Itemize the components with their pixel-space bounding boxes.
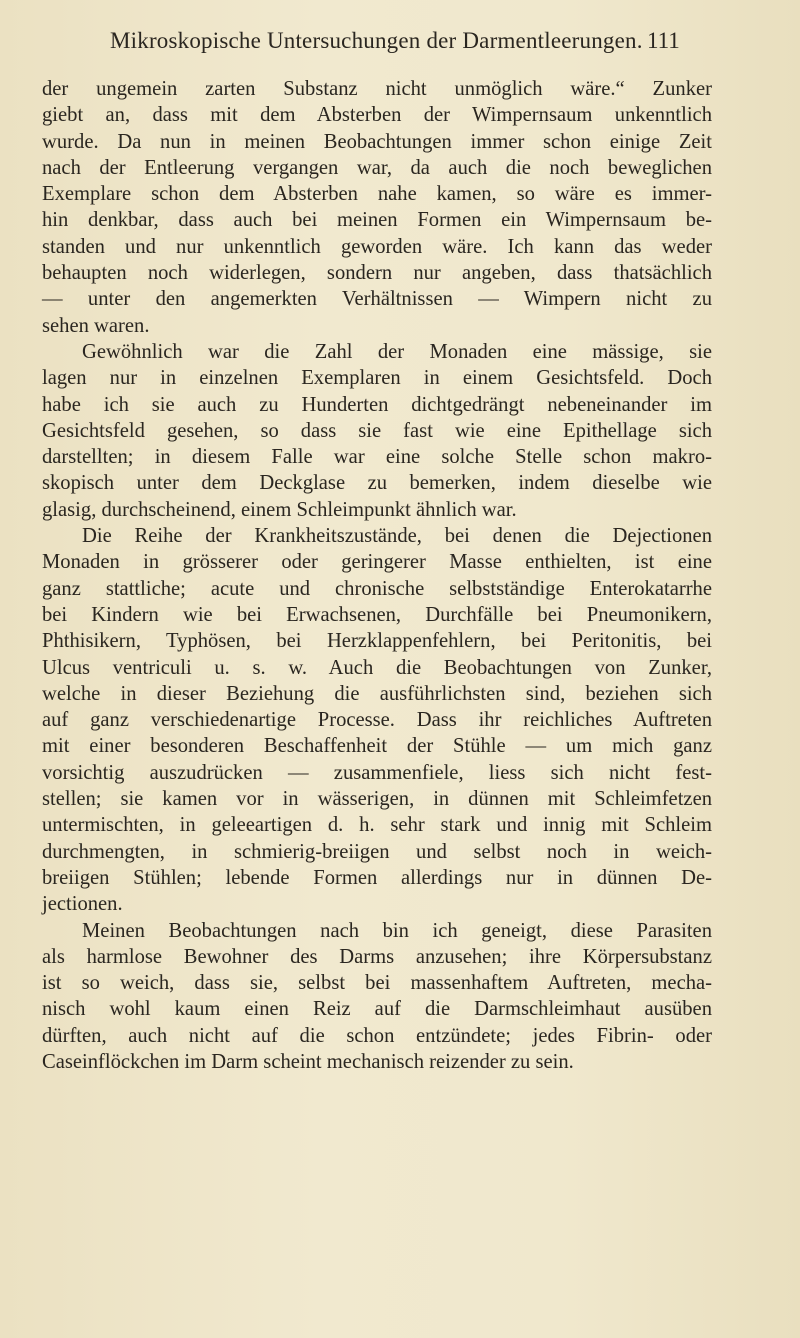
text-line: standen und nur unkenntlich geworden wäre. Ich kann das weder (42, 235, 712, 258)
text-line: durchmengten, in schmierig-breiigen und selbst noch in weich- (42, 840, 712, 863)
text-line: Exemplare schon dem Absterben nahe kamen, so wäre es immer- (42, 183, 712, 206)
text-line: jectionen. (42, 893, 123, 916)
text-line: darstellten; in diesem Falle war eine solche Stelle schon makro- (42, 446, 712, 469)
text-line: lagen nur in einzelnen Exemplaren in einem Gesichtsfeld. Doch (42, 367, 712, 390)
text-line: Caseinflöckchen im Darm scheint mechanisch reizender zu sein. (42, 1050, 574, 1073)
text-line: — unter den angemerkten Verhältnissen — Wimpern nicht zu (42, 288, 712, 311)
text-line: glasig, durchscheinend, einem Schleimpunkt ähnlich war. (42, 498, 517, 521)
paragraph-first-line: Gewöhnlich war die Zahl der Monaden eine mässige, sie (82, 340, 712, 363)
text-line: als harmlose Bewohner des Darms anzusehen; ihre Körpersubstanz (42, 945, 712, 968)
text-line: habe ich sie auch zu Hunderten dichtgedrängt nebeneinander im (42, 393, 712, 416)
text-line: Gesichtsfeld gesehen, so dass sie fast wie eine Epithellage sich (42, 419, 712, 442)
running-title: Mikroskopische Untersuchungen der Darmentleerungen. (110, 28, 643, 53)
text-line: ganz stattliche; acute und chronische selbstständige Enterokatarrhe (42, 577, 712, 600)
text-line: stellen; sie kamen vor in wässerigen, in dünnen mit Schleimfetzen (42, 788, 712, 811)
text-line: Phthisikern, Typhösen, bei Herzklappenfehlern, bei Peritonitis, bei (42, 630, 712, 653)
paragraph-first-line: Meinen Beobachtungen nach bin ich geneigt, diese Parasiten (82, 919, 712, 942)
text-line: ist so weich, dass sie, selbst bei massenhaftem Auftreten, mecha- (42, 972, 712, 995)
text-line: skopisch unter dem Deckglase zu bemerken, indem dieselbe wie (42, 472, 712, 495)
text-line: bei Kindern wie bei Erwachsenen, Durchfälle bei Pneumonikern, (42, 603, 712, 626)
text-line: welche in dieser Beziehung die ausführlichsten sind, beziehen sich (42, 682, 712, 705)
text-line: breiigen Stühlen; lebende Formen allerdings nur in dünnen De- (42, 866, 712, 889)
text-line: nach der Entleerung vergangen war, da auch die noch beweglichen (42, 156, 712, 179)
paragraph-first-line: Die Reihe der Krankheitszustände, bei denen die Dejectionen (82, 525, 712, 548)
text-line: vorsichtig auszudrücken — zusammenfiele, liess sich nicht fest- (42, 761, 712, 784)
text-line: wurde. Da nun in meinen Beobachtungen immer schon einige Zeit (42, 130, 712, 153)
text-line: sehen waren. (42, 314, 150, 337)
body-text (42, 76, 712, 1075)
text-line: hin denkbar, dass auch bei meinen Formen ein Wimpernsaum be- (42, 209, 712, 232)
running-head (0, 28, 800, 58)
text-line: auf ganz verschiedenartige Processe. Dass ihr reichliches Auftreten (42, 709, 712, 732)
text-line: behaupten noch widerlegen, sondern nur angeben, dass thatsächlich (42, 262, 712, 285)
text-line: mit einer besonderen Beschaffenheit der Stühle — um mich ganz (42, 735, 712, 758)
text-line: Monaden in grösserer oder geringerer Masse enthielten, ist eine (42, 551, 712, 574)
text-line: giebt an, dass mit dem Absterben der Wimpernsaum unkenntlich (42, 104, 712, 127)
text-line: dürften, auch nicht auf die schon entzündete; jedes Fibrin- oder (42, 1024, 712, 1047)
text-line: Ulcus ventriculi u. s. w. Auch die Beobachtungen von Zunker, (42, 656, 712, 679)
text-line: der ungemein zarten Substanz nicht unmöglich wäre.“ Zunker (42, 78, 712, 100)
page-number: 111 (647, 28, 680, 53)
text-line: untermischten, in geleeartigen d. h. sehr stark und innig mit Schleim (42, 814, 712, 837)
text-line: nisch wohl kaum einen Reiz auf die Darmschleimhaut ausüben (42, 998, 712, 1021)
